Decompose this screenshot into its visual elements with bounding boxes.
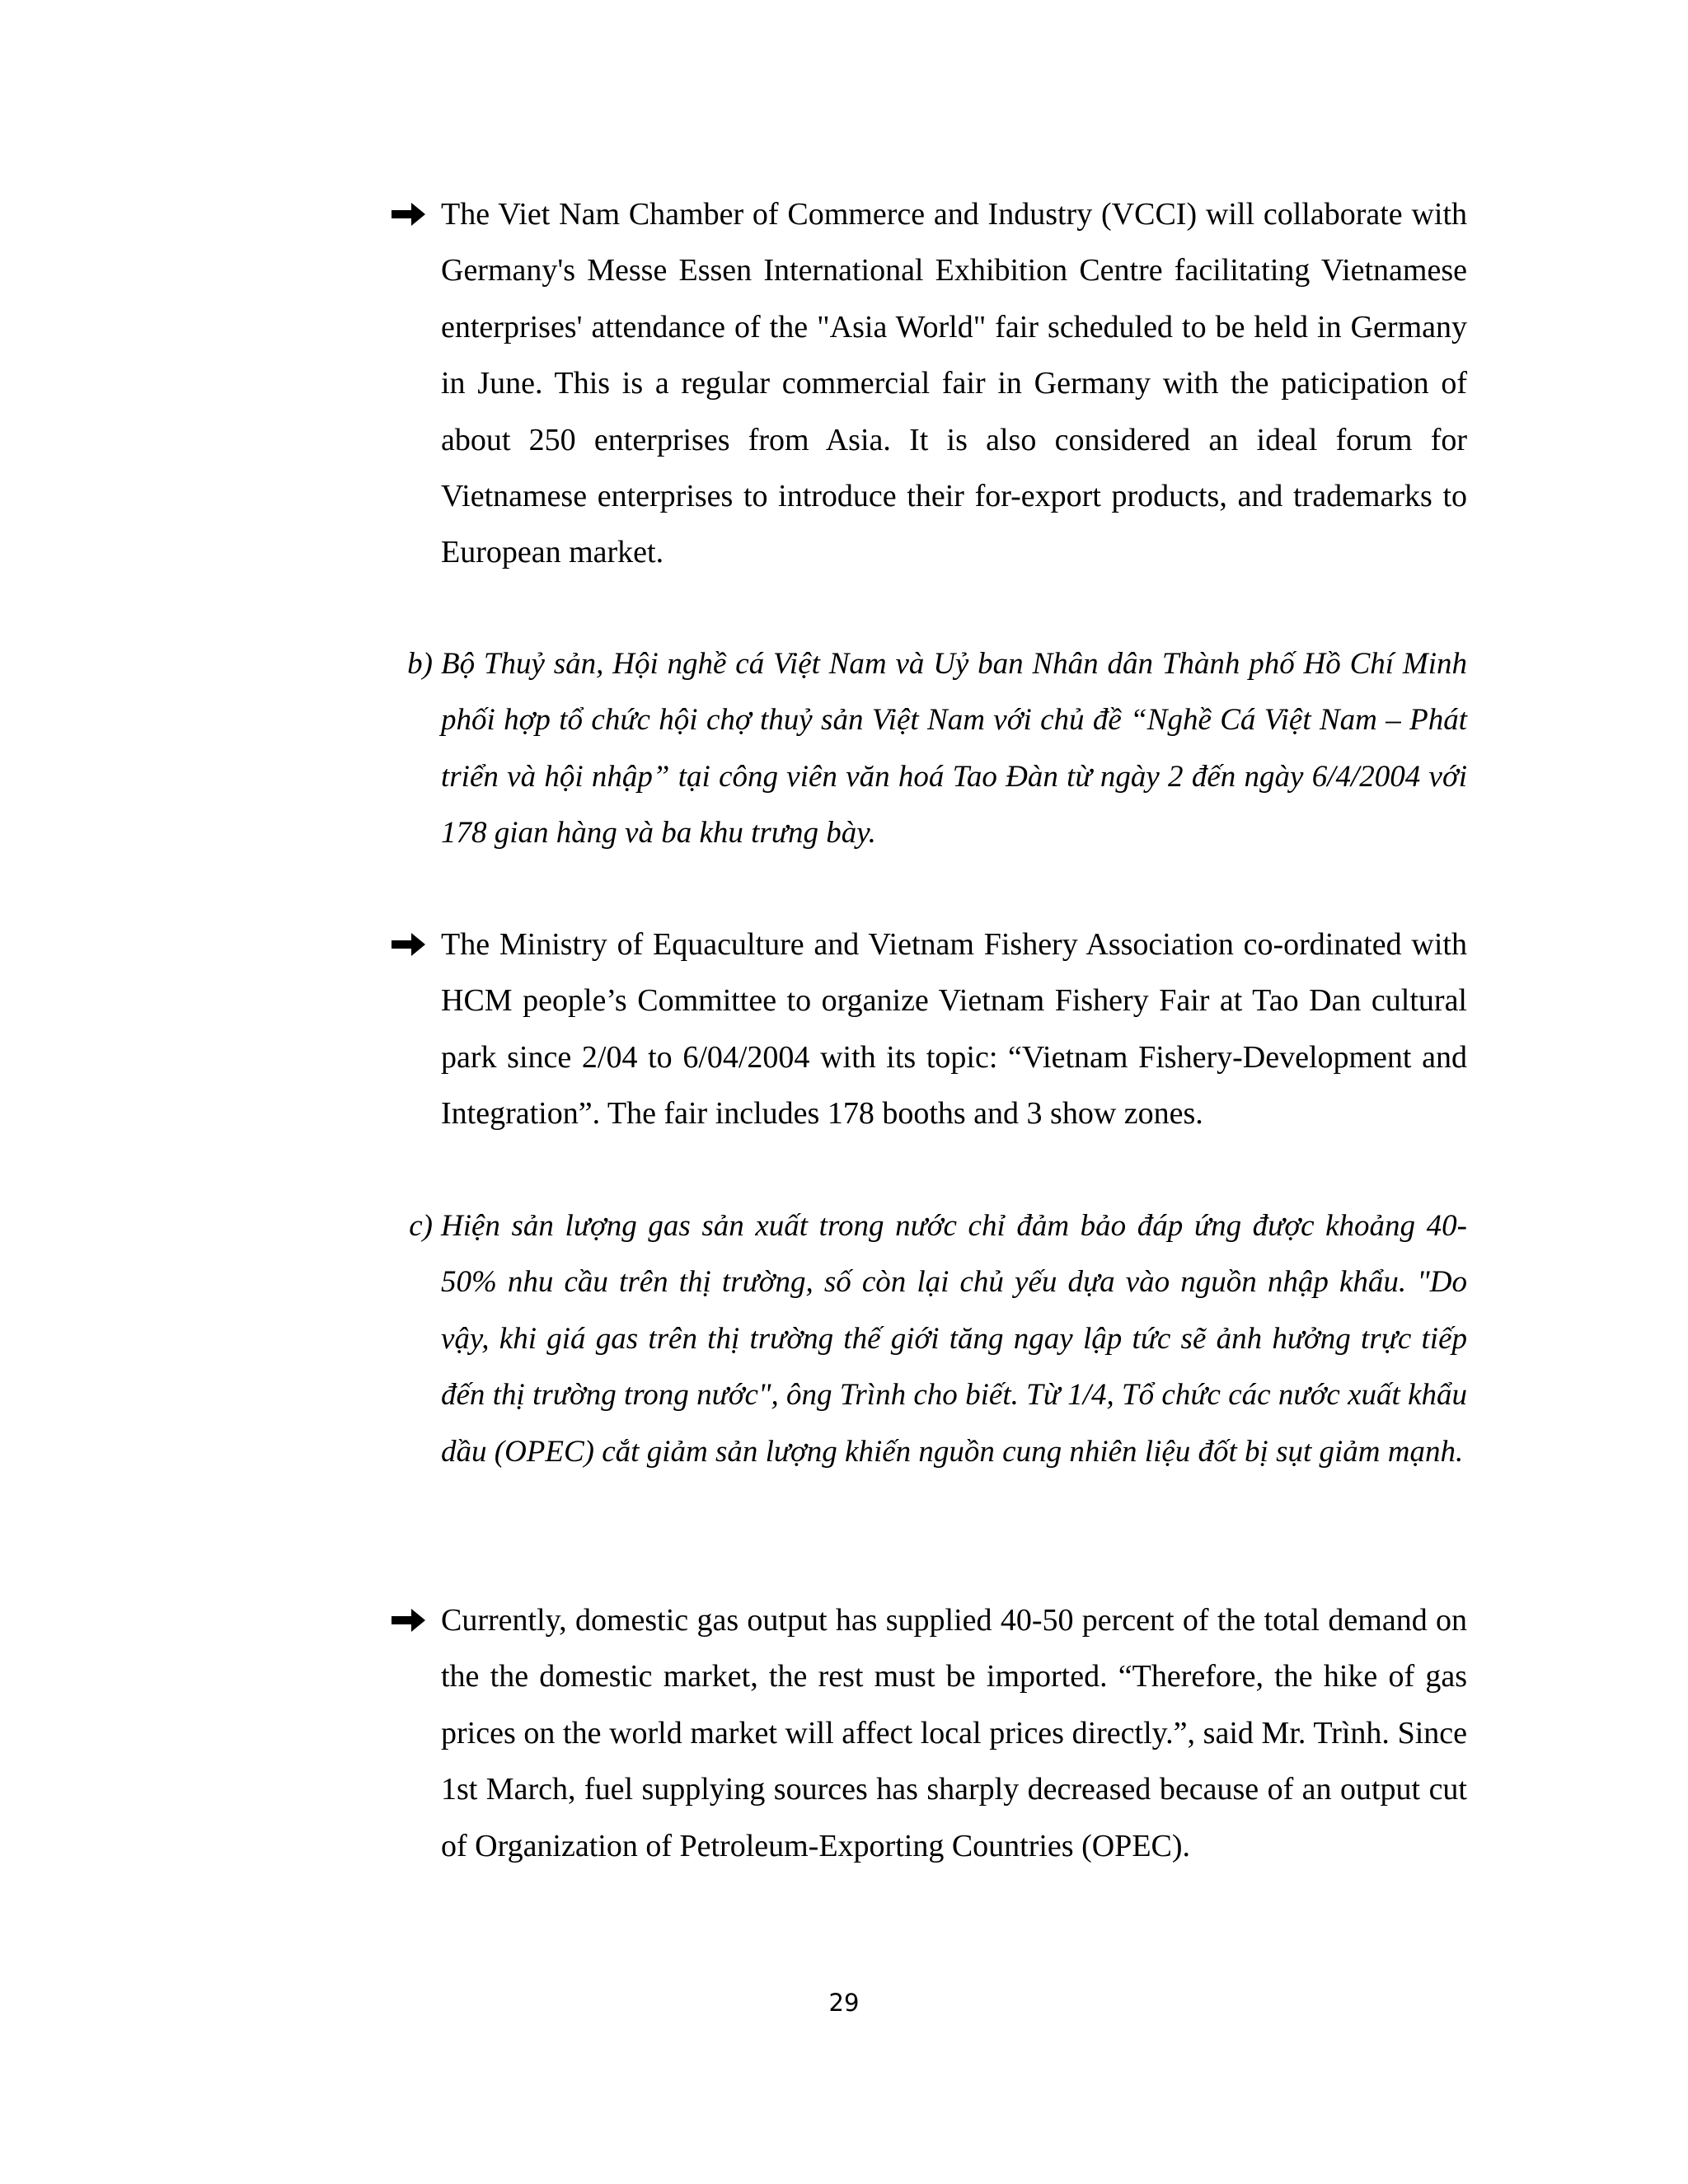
arrow-paragraph-vcci — [441, 186, 1467, 581]
arrow-paragraph-fishery-fair — [441, 916, 1467, 1142]
right-arrow-icon — [392, 1607, 426, 1633]
lettered-paragraph-b — [407, 636, 1467, 862]
page-number: 29 — [828, 1989, 860, 2017]
paragraph-text: The Viet Nam Chamber of Commerce and Industry (VCCI) will collaborate with Germany's Messe Essen International Exhibition Centre facilitating Vietnamese enterprises' attendance of the "Asia World" fair scheduled to be held in Germany in June. This is a regular commercial fair in Germany with the paticipation of about 250 enterprises from Asia. It is also considered an ideal forum for Vietnamese enterprises to introduce their for-export products, and trademarks to European market. — [441, 197, 1467, 570]
lettered-paragraph-c — [409, 1198, 1467, 1480]
paragraph-text: The Ministry of Equaculture and Vietnam Fishery Association co-ordinated with HCM people’s Committee to organize Vietnam Fishery Fair at Tao Dan cultural park since 2/04 to 6/04/2004 with its topic: “Vietnam Fishery-Development and Integration”. The fair includes 178 booths and 3 show zones. — [441, 927, 1467, 1132]
paragraph-text: Currently, domestic gas output has supplied 40-50 percent of the total demand on the the domestic market, the rest must be imported. “Therefore, the hike of gas prices on the world market will affect local prices directly.”, said Mr. Trình. Since 1st March, fuel supplying sources has sharply decreased because of an output cut of Organization of Petroleum-Exporting Countries (OPEC). — [441, 1603, 1467, 1863]
paragraph-text: Hiện sản lượng gas sản xuất trong nước chỉ đảm bảo đáp ứng được khoảng 40- 50% nhu cầu trên thị trường, số còn lại chủ yếu dựa vào nguồn nhập khẩu. "Do vậy, khi giá gas trên thị trường thế giới tăng ngay lập tức sẽ ảnh hưởng trực tiếp đến thị trường trong nước", ông Trình cho biết. Từ 1/4, Tổ chức các nước xuất khẩu dầu (OPEC) cắt giảm sản lượng khiến nguồn cung nhiên liệu đốt bị sụt giảm mạnh. — [441, 1209, 1467, 1469]
list-marker: b) — [407, 647, 433, 681]
right-arrow-icon — [392, 931, 426, 958]
arrow-paragraph-gas-output — [441, 1592, 1467, 1874]
right-arrow-icon — [392, 201, 426, 227]
paragraph-text: Bộ Thuỷ sản, Hội nghề cá Việt Nam và Uỷ ban Nhân dân Thành phố Hồ Chí Minh phối hợp tổ chức hội chợ thuỷ sản Việt Nam với chủ đề “Nghề Cá Việt Nam – Phát triển và hội nhập” tại công viên văn hoá Tao Đàn từ ngày 2 đến ngày 6/4/2004 với 178 gian hàng và ba khu trưng bày. — [441, 647, 1467, 851]
list-marker: c) — [409, 1209, 433, 1243]
